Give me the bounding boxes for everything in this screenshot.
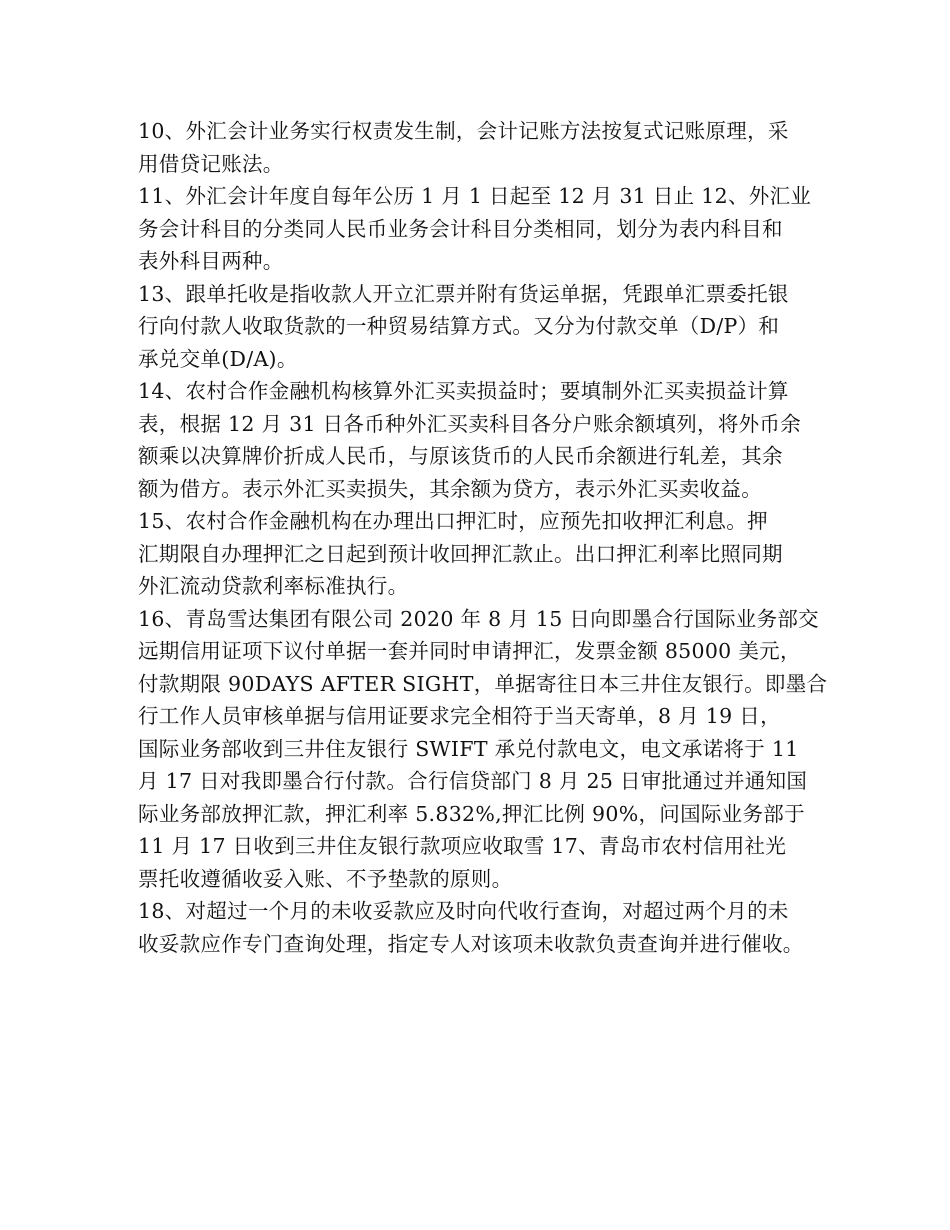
text-line: 11 月 17 日收到三井住友银行款项应收取雪 17、青岛市农村信用社光 [138,834,787,858]
text-line: 15、农村合作金融机构在办理出口押汇时，应预先扣收押汇利息。押 [138,509,768,533]
document-body [138,115,838,960]
text-line: 13、跟单托收是指收款人开立汇票并附有货运单据，凭跟单汇票委托银 [138,281,789,306]
text-line: 国际业务部收到三井住友银行 SWIFT 承兑付款电文，电文承诺将于 11 [138,736,799,761]
text-line: 14、农村合作金融机构核算外汇买卖损益时；要填制外汇买卖损益计算 [138,379,789,403]
text-line: 汇期限自办理押汇之日起到预计收回押汇款止。出口押汇利率比照同期 [138,541,783,566]
text-line: 10、外汇会计业务实行权责发生制，会计记账方法按复式记账原理，采 [138,119,789,143]
text-line: 际业务部放押汇款，押汇利率 5.832%,押汇比例 90%，问国际业务部于 [138,801,805,826]
text-line: 行向付款人收取货款的一种贸易结算方式。又分为付款交单（D/P）和 [138,314,780,338]
text-line: 表外科目两种。 [138,249,284,273]
text-line: 额乘以决算牌价折成人民币，与原该货币的人民币余额进行轧差，其余 [138,444,783,468]
text-line: 票托收遵循收妥入账、不予垫款的原则。 [138,866,513,891]
text-line: 11、外汇会计年度自每年公历 1 月 1 日起至 12 月 31 日止 12、外汇业 [138,184,812,208]
text-line: 远期信用证项下议付单据一套并同时申请押汇，发票金额 85000 美元， [138,639,801,663]
text-line: 用借贷记账法。 [138,151,284,176]
text-line: 外汇流动贷款利率标准执行。 [138,574,409,598]
text-line: 月 17 日对我即墨合行付款。合行信贷部门 8 月 25 日审批通过并通知国 [138,769,808,793]
text-line: 行工作人员审核单据与信用证要求完全相符于当天寄单，8 月 19 日， [138,704,781,728]
text-line: 16、青岛雪达集团有限公司 2020 年 8 月 15 日向即墨合行国际业务部交 [138,606,819,631]
text-line: 务会计科目的分类同人民币业务会计科目分类相同，划分为表内科目和 [138,216,783,241]
text-line: 18、对超过一个月的未收妥款应及时向代收行查询，对超过两个月的未 [138,899,789,923]
text-line: 付款期限 90DAYS AFTER SIGHT，单据寄往日本三井住友银行。即墨合 [138,671,828,696]
text-line: 承兑交单(D/A)。 [138,346,298,371]
text-line: 额为借方。表示外汇买卖损失，其余额为贷方，表示外汇买卖收益。 [138,476,762,501]
text-line: 表，根据 12 月 31 日各币种外汇买卖科目各分户账余额填列，将外币余 [138,411,802,436]
text-line: 收妥款应作专门查询处理，指定专人对该项未收款负责查询并进行催收。 [138,931,804,956]
